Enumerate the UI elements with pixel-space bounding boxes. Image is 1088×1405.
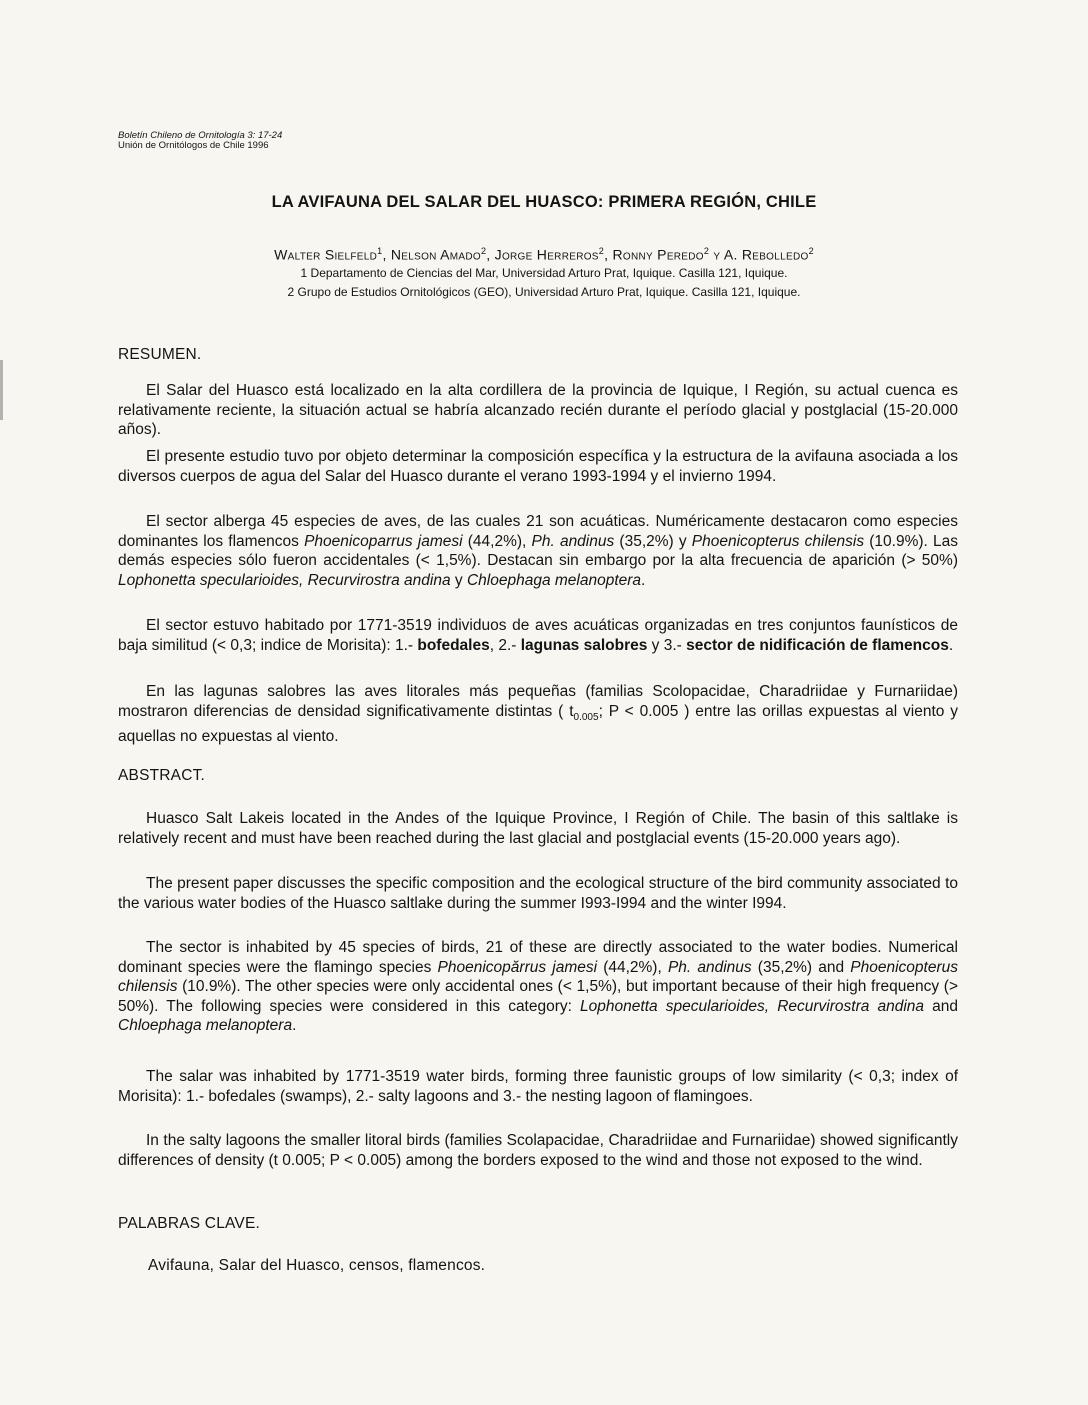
- author-name: Ronny Peredo: [612, 246, 704, 263]
- affiliation-marker: 1: [377, 246, 383, 256]
- text-run: .: [948, 636, 954, 654]
- affiliation-marker: 2: [598, 246, 605, 256]
- species-name: Chloephaga melanoptera: [118, 1017, 293, 1035]
- publisher-line: Unión de Ornitólogos de Chile 1996: [118, 140, 269, 151]
- author-name: Nelson Amado: [390, 246, 481, 263]
- abstract-paragraph: [118, 938, 958, 1036]
- bold-term: lagunas salobres: [520, 636, 648, 654]
- species-name: Lophonetta specularioides, Recurvirostra andina: [118, 571, 451, 589]
- text-run: En las lagunas salobres las aves litorales más pequeñas (familias Scolopacidae, Charadriidae y Furnariidae) mostraron diferencias de densidad significativamente distintas ( t: [118, 683, 958, 720]
- text-run: y: [450, 571, 467, 589]
- bold-term: sector de nidificación de flamencos: [686, 636, 949, 654]
- author-name: Jorge Herreros: [494, 246, 599, 263]
- author-name: A. Rebolledo: [723, 246, 809, 263]
- subscript: 0.005: [573, 711, 599, 723]
- keywords-heading: PALABRAS CLAVE.: [118, 1215, 260, 1232]
- text-run: El sector estuvo habitado por 1771-3519 individuos de aves acuáticas organizadas en tres conjuntos faunísticos de baja similitud (< 0,3; indice de Morisita): 1.-: [118, 617, 958, 654]
- affiliation-marker: 2: [808, 246, 814, 256]
- keywords-text: Avifauna, Salar del Huasco, censos, flamencos.: [148, 1257, 486, 1274]
- resumen-paragraph: El presente estudio tuvo por objeto determinar la composición específica y la estructura de la avifauna asociada a los diversos cuerpos de agua del Salar del Huasco durante el verano 1993-1994 y el invierno 1994.: [118, 448, 958, 485]
- resumen-heading: RESUMEN.: [118, 346, 202, 363]
- text-run: (35,2%) y: [614, 532, 692, 550]
- species-name: Phoenicopterus chilensis: [118, 958, 958, 996]
- text-run: ; P < 0.005 ) entre las orillas expuestas al viento y aquellas no expuestas al viento.: [118, 702, 958, 746]
- affiliation-marker: 2: [480, 246, 487, 256]
- resumen-paragraph: [118, 512, 958, 590]
- text-run: (44,2%),: [462, 532, 532, 550]
- separator: ,: [604, 246, 609, 263]
- text-run: .: [292, 1017, 297, 1035]
- abstract-heading: ABSTRACT.: [118, 767, 206, 784]
- text-run: .: [641, 571, 646, 589]
- author-name: Walter Sielfeld: [274, 246, 378, 263]
- affiliation-marker: 2: [703, 246, 710, 256]
- abstract-paragraph: The present paper discusses the specific composition and the ecological structure of the bird community associated to the various water bodies of the Huasco saltlake during the summer I993-I994 and the winter I994.: [118, 875, 958, 912]
- text-run: (10.9%). The other species were only accidental ones (< 1,5%), but important because of their high frequency (> 50%). The following species were considered in this category:: [118, 978, 958, 1015]
- resumen-paragraph: [118, 682, 958, 747]
- text-run: , 2.-: [489, 636, 521, 654]
- species-name: Ph. andinus: [667, 958, 752, 976]
- affiliation-2: 2 Grupo de Estudios Ornitológicos (GEO), Universidad Arturo Prat, Iquique. Casilla 121, Iquique.: [287, 285, 801, 299]
- journal-header: [118, 131, 282, 151]
- bold-term: bofedales: [417, 636, 490, 654]
- text-run: y 3.-: [647, 636, 687, 654]
- paper-title: LA AVIFAUNA DEL SALAR DEL HUASCO: PRIMERA REGIÓN, CHILE: [271, 193, 817, 211]
- text-run: El sector alberga 45 especies de aves, de las cuales 21 son acuáticas. Numéricamente destacaron como especies dominantes los flamencos: [118, 513, 958, 550]
- abstract-paragraph: In the salty lagoons the smaller litoral birds (families Scolapacidae, Charadriidae and Furnariidae) showed significantly differences of density (t 0.005; P < 0.005) among the borders exposed to the wind and those not exposed to the wind.: [118, 1132, 958, 1169]
- journal-citation: Boletín Chileno de Ornitología 3: 17-24: [118, 130, 283, 141]
- affiliation-1: 1 Departamento de Ciencias del Mar, Universidad Arturo Prat, Iquique. Casilla 121, Iquique.: [300, 266, 788, 280]
- species-name: Phoenicopărrus jamesi: [437, 958, 598, 976]
- resumen-paragraph: El Salar del Huasco está localizado en la alta cordillera de la provincia de Iquique, I Región, su actual cuenca es relativamente reciente, la situación actual se habría alcanzado recién durante el período glacial y postglacial (15-20.000 años).: [118, 382, 958, 439]
- species-name: Phoenicoparrus jamesi: [304, 532, 463, 550]
- text-run: and: [924, 997, 958, 1015]
- resumen-paragraph: [118, 616, 958, 655]
- separator: ,: [382, 246, 387, 263]
- text-run: (44,2%),: [597, 958, 668, 976]
- species-name: Phoenicopterus chilensis: [691, 532, 865, 550]
- abstract-paragraph: The salar was inhabited by 1771-3519 water birds, forming three faunistic groups of low similarity (< 0,3; index of Morisita): 1.- bofedales (swamps), 2.- salty lagoons and 3.- the nesting lagoon of flamingoes.: [118, 1068, 958, 1105]
- species-name: Ph. andinus: [531, 532, 615, 550]
- abstract-paragraph: Huasco Salt Lakeis located in the Andes of the Iquique Province, I Región of Chile. The basin of this saltlake is relatively recent and must have been reached during the last glacial and postglacial events (15-20.000 years ago).: [118, 810, 958, 847]
- author-list: [0, 246, 1088, 263]
- page-edge-mark: [0, 360, 3, 420]
- text-run: (35,2%) and: [751, 958, 851, 976]
- species-name: Chloephaga melanoptera: [466, 571, 642, 589]
- text-run: (10.9%). Las demás especies sólo fueron accidentales (< 1,5%). Destacan sin embargo por la alta frecuencia de aparición (> 50%): [118, 532, 958, 570]
- species-name: Lophonetta specularioides, Recurvirostra andina: [580, 997, 925, 1015]
- separator: ,: [486, 246, 491, 263]
- conjunction: y: [713, 246, 721, 263]
- text-run: The sector is inhabited by 45 species of birds, 21 of these are directly associated to the water bodies. Numerical dominant species were the flamingo species: [118, 939, 958, 976]
